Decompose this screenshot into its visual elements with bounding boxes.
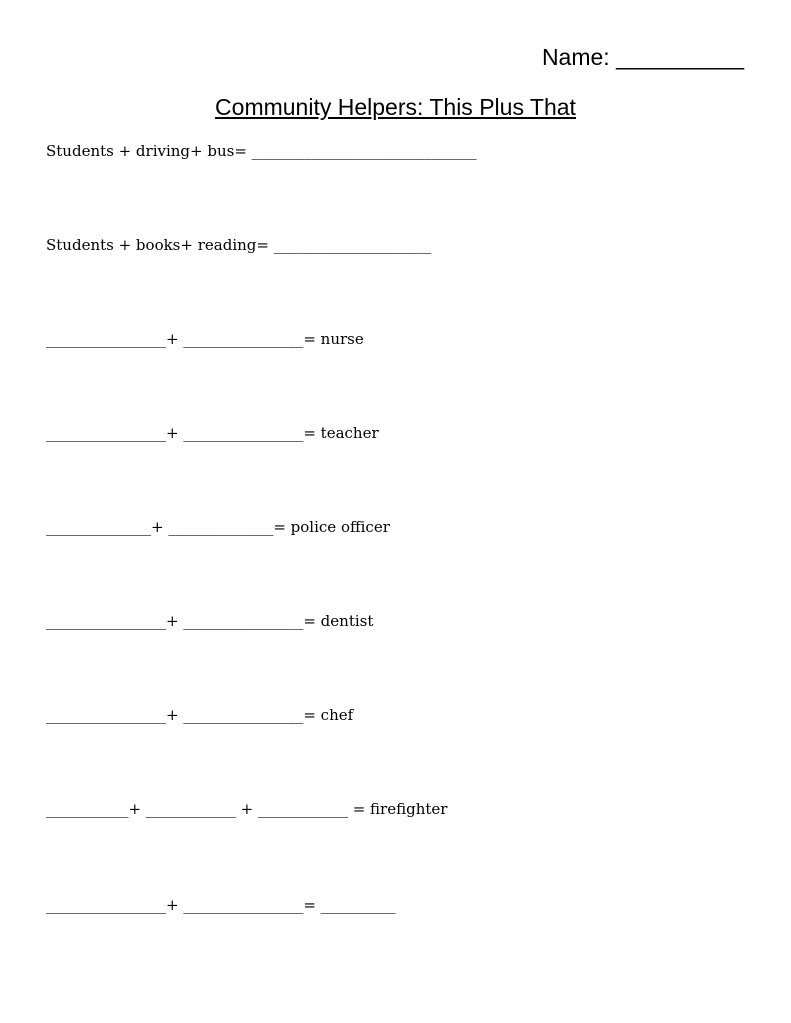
worksheet-line-1: Students + driving+ bus= ______________________________ xyxy=(46,142,477,160)
name-line: Name: __________ xyxy=(541,44,744,70)
worksheet-line-7: ________________+ ________________= chef xyxy=(46,706,354,724)
worksheet-title: Community Helpers: This Plus That xyxy=(215,94,576,120)
worksheet-line-3: ________________+ ________________= nurse xyxy=(46,330,364,348)
worksheet-line-5: ______________+ ______________= police officer xyxy=(46,518,390,536)
worksheet-line-6: ________________+ ________________= dentist xyxy=(46,612,374,630)
worksheet-line-9: ________________+ ________________= __________ xyxy=(46,896,396,914)
worksheet-line-2: Students + books+ reading= _____________________ xyxy=(46,236,432,254)
worksheet-line-8: ___________+ ____________ + ____________ = firefighter xyxy=(46,800,448,818)
worksheet-line-4: ________________+ ________________= teacher xyxy=(46,424,379,442)
